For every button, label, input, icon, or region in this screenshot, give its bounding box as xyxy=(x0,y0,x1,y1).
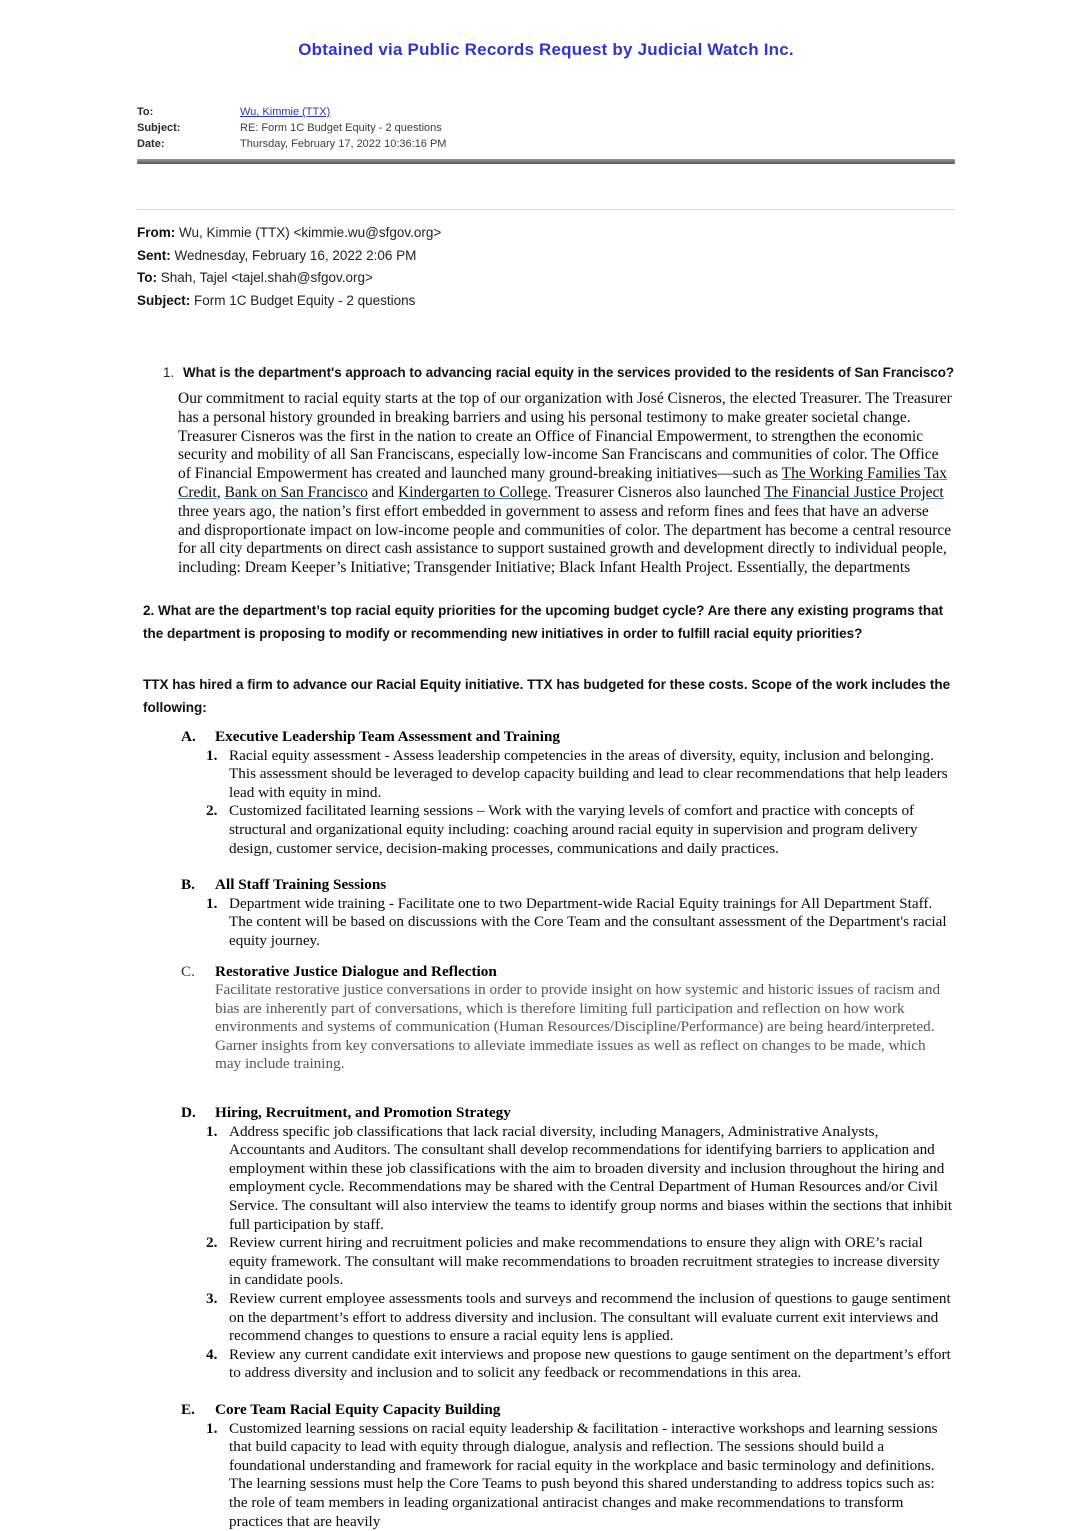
section-b xyxy=(181,876,955,950)
list-item xyxy=(206,1123,955,1235)
scope-outline xyxy=(181,728,955,1531)
section-a-items xyxy=(206,747,955,859)
message-divider-thin xyxy=(137,209,955,210)
meta-to-row xyxy=(137,267,955,290)
answer-text: and xyxy=(367,483,398,501)
header-subject-row xyxy=(137,120,955,136)
section-b-letter: B. xyxy=(181,876,195,894)
section-a xyxy=(181,728,955,858)
section-b-title: All Staff Training Sessions xyxy=(215,876,387,894)
list-item xyxy=(206,1420,955,1531)
meta-to-label: To: xyxy=(137,270,157,285)
item-number: 4. xyxy=(206,1345,218,1363)
header-to-label: To: xyxy=(137,106,154,118)
meta-sent-row xyxy=(137,245,955,268)
header-subject-label: Subject: xyxy=(137,122,181,134)
list-item xyxy=(206,1234,955,1290)
header-date-label: Date: xyxy=(137,138,165,150)
header-date-row xyxy=(137,136,955,152)
section-c-letter: C. xyxy=(181,962,195,980)
answer-text: . Treasurer Cisneros also launched xyxy=(547,483,765,501)
answer-text: three years ago, the nation’s first effort embedded in government to assess and reform fines and fees that have an adverse and disproportionate impact on low-income people and communities of color. The department has become a central resource for all city departments on direct cash assistance to support sustained growth and development directly to individual people, including: Dream Keeper’s Initiative; Transgender Initiative; Black Infant Health Project. Essentially, the departments xyxy=(178,502,952,577)
section-d-title: Hiring, Recruitment, and Promotion Strategy xyxy=(215,1104,511,1122)
item-number: 1. xyxy=(206,1419,218,1437)
meta-from-row xyxy=(137,222,955,245)
section-e-letter: E. xyxy=(181,1400,195,1418)
item-text: Review current employee assessments tools and surveys and recommend the inclusion of questions to gauge sentiment on the department’s effort to address diversity and inclusion. The consultant will evaluate current exit interviews and recommend changes to questions to ensure a racial equity lens is applied. xyxy=(229,1290,951,1345)
item-number: 1. xyxy=(206,746,218,764)
link-bank-on-san-francisco[interactable]: Bank on San Francisco xyxy=(224,483,368,501)
question-2-heading: 2. What are the department’s top racial equity priorities for the upcoming budget cycle? Are there any existing programs that the department is proposing to modify or recommending new initiatives in order to fulfill racial equity priorities? xyxy=(143,602,944,642)
question-1-answer xyxy=(178,390,955,578)
document-page xyxy=(0,40,1088,1530)
meta-subject-row xyxy=(137,290,955,313)
header-to-row xyxy=(137,104,955,120)
meta-sent-label: Sent: xyxy=(137,247,171,263)
header-date-value: Thursday, February 17, 2022 10:36:16 PM xyxy=(240,138,447,150)
item-text: Address specific job classifications that lack racial diversity, including Managers, Administrative Analysts, Accountants and Auditors. The consultant shall develop recommendations for identifying barriers to application and employment within these job classifications with the aim to broaden diversity and inclusion throughout the hiring and employment cycle. Recommendations may be shared with the Central Department of Human Resources and/or Civil Service. The consultant will also interview the teams to identify group norms and biases within the sections that inhibit full participation by staff. xyxy=(229,1122,953,1233)
section-d-letter: D. xyxy=(181,1104,196,1122)
section-d xyxy=(181,1104,955,1383)
meta-from-value: Wu, Kimmie (TTX) <kimmie.wu@sfgov.org> xyxy=(179,225,442,240)
section-c xyxy=(181,963,955,1075)
item-text: Review current hiring and recruitment policies and make recommendations to ensure they align with ORE’s racial equity framework. The consultant will make recommendations to broaden recruitment strategies to increase diversity in candidate pools. xyxy=(229,1234,940,1289)
section-b-heading xyxy=(181,876,955,895)
item-number: 2. xyxy=(206,1234,218,1252)
item-number: 1. xyxy=(206,1122,218,1140)
meta-sent-value: Wednesday, February 16, 2022 2:06 PM xyxy=(174,247,417,263)
section-d-heading xyxy=(181,1104,955,1123)
item-text: Review any current candidate exit interviews and propose new questions to gauge sentiment on the department’s effort to address diversity and inclusion and to solicit any feedback or recommendations in this area. xyxy=(229,1345,951,1382)
header-divider-thick xyxy=(137,159,955,164)
item-text: Racial equity assessment - Assess leadership competencies in the areas of diversity, equity, inclusion and belonging. This assessment should be leveraged to develop capacity building and lead to clear recommendations that help leaders lead with equity in mind. xyxy=(229,746,948,801)
meta-from-label: From: xyxy=(137,225,176,240)
item-text: Customized learning sessions on racial equity leadership & facilitation - interactive workshops and learning sessions that build capacity to lead with equity through dialogue, analysis and reflection. The sessions should build a foundational understanding and framework for racial equity in the workplace and basic terminology and definitions. The learning sessions must help the Core Teams to push beyond this shared understanding to address topics such as: the role of team members in leading organizational antiracist changes and make recommendations to transform practices that are heavily xyxy=(229,1419,938,1530)
section-c-title: Restorative Justice Dialogue and Reflection xyxy=(215,962,497,980)
header-subject-value: RE: Form 1C Budget Equity - 2 questions xyxy=(240,122,442,134)
answer-text: Our commitment to racial equity starts at the top of our organization with José Cisneros, the elected Treasurer. The Treasurer has a personal history grounded in breaking barriers and using his personal testimony to make greater societal change. Treasurer Cisneros was the first in the nation to create an Office of Financial Empowerment, to strengthen the economic security and mobility of all San Franciscans, especially low-income San Franciscans and communities of color. The Office of Financial Empowerment has created and launched many ground-breaking initiatives—such as xyxy=(178,390,952,483)
item-number: 2. xyxy=(206,802,218,820)
item-number: 3. xyxy=(206,1290,218,1307)
link-kindergarten-to-college[interactable]: Kindergarten to College xyxy=(398,483,548,501)
link-financial-justice-project[interactable]: The Financial Justice Project xyxy=(764,483,944,501)
header-to-link[interactable]: Wu, Kimmie (TTX) xyxy=(240,106,331,118)
item-number: 1. xyxy=(206,894,218,912)
list-item xyxy=(206,1346,955,1383)
public-records-banner: Obtained via Public Records Request by Judicial Watch Inc. xyxy=(298,40,794,59)
ttx-intro-paragraph: TTX has hired a firm to advance our Racial Equity initiative. TTX has budgeted for these costs. Scope of the work includes the following: xyxy=(143,676,951,716)
answer-text: , xyxy=(216,483,225,501)
section-a-letter: A. xyxy=(181,727,196,745)
meta-to-value: Shah, Tajel <tajel.shah@sfgov.org> xyxy=(160,270,373,285)
item-text: Department wide training - Facilitate one to two Department-wide Racial Equity trainings for All Department Staff. The content will be based on discussions with the Core Team and the consultant assessment of the Department's racial equity journey. xyxy=(229,894,947,949)
link-working-families-tax-credit[interactable]: The Working Families Tax Credit xyxy=(178,465,948,501)
section-d-items xyxy=(206,1123,955,1383)
message-meta-block xyxy=(137,222,955,312)
meta-subject-value: Form 1C Budget Equity - 2 questions xyxy=(194,292,416,308)
list-item xyxy=(206,1290,955,1346)
email-header-block xyxy=(137,104,955,152)
question-1-heading: What is the department's approach to advancing racial equity in the services provided to the residents of San Francisco? xyxy=(183,365,955,380)
list-item xyxy=(206,895,955,951)
section-a-heading xyxy=(181,728,955,747)
section-e-items xyxy=(206,1420,955,1531)
list-item xyxy=(206,802,955,858)
question-1 xyxy=(137,364,955,381)
section-c-heading xyxy=(181,963,955,982)
section-e-heading xyxy=(181,1401,955,1420)
item-text: Customized facilitated learning sessions – Work with the varying levels of comfort and practice with concepts of structural and organizational equity including: coaching around racial equity in supervision and program delivery design, customer service, decision-making processes, communications and daily practices. xyxy=(229,802,918,857)
meta-subject-label: Subject: xyxy=(137,292,191,308)
section-e xyxy=(181,1401,955,1531)
section-c-body: Facilitate restorative justice conversations in order to provide insight on how systemic and historic issues of racism and bias are inherently part of conversations, which is therefore limiting full participation and reflection on how work environments and systems of communication (Human Resources/Discipline/Performance) are being heard/interpreted. Garner insights from key conversations to alleviate immediate issues as well as reflect on changes to be made, which may include training. xyxy=(215,981,941,1073)
section-e-title: Core Team Racial Equity Capacity Building xyxy=(215,1400,501,1418)
question-1-number: 1. xyxy=(163,365,175,380)
section-a-title: Executive Leadership Team Assessment and Training xyxy=(215,727,560,745)
section-b-items xyxy=(206,895,955,951)
list-item xyxy=(206,747,955,803)
